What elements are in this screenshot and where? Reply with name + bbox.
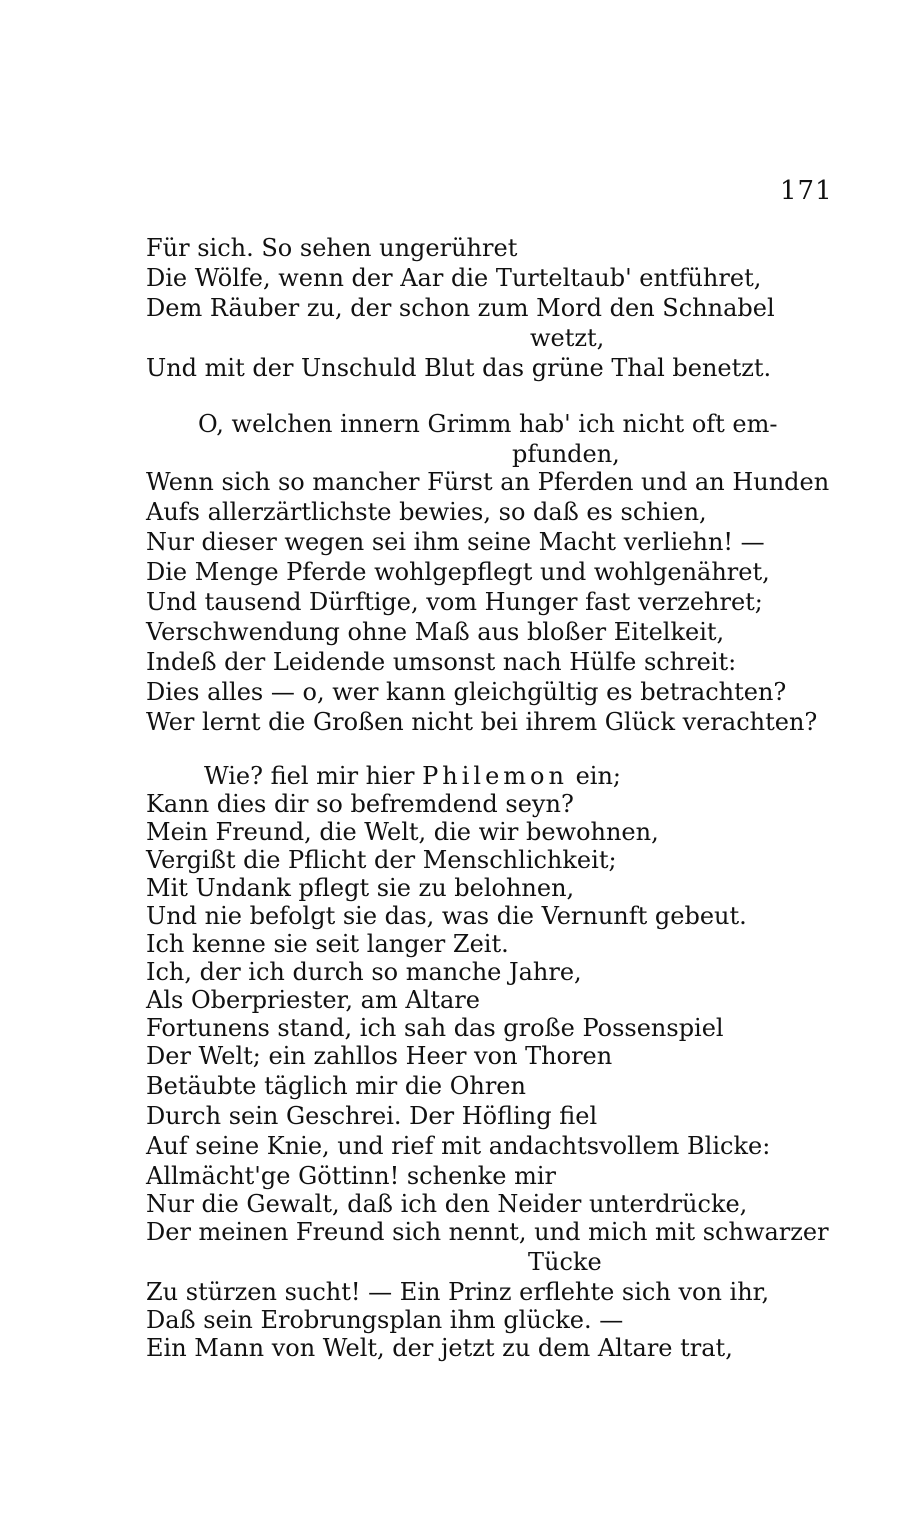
verse-line-continuation: pfunden, (512, 440, 620, 468)
verse-line (204, 764, 621, 788)
verse-line: Betäubte täglich mir die Ohren (146, 1072, 526, 1100)
verse-line: Fortunens stand, ich sah das große Possenspiel (146, 1014, 724, 1042)
verse-line: Und tausend Dürftige, vom Hunger fast verzehret; (146, 588, 763, 616)
verse-line: Und mit der Unschuld Blut das grüne Thal benetzt. (146, 354, 772, 382)
verse-line: Ich, der ich durch so manche Jahre, (146, 958, 582, 986)
verse-line: Durch sein Geschrei. Der Höfling fiel (146, 1102, 598, 1130)
verse-line: Dies alles — o, wer kann gleichgültig es betrachten? (146, 678, 787, 706)
verse-line: Aufs allerzärtlichste bewies, so daß es schien, (146, 498, 707, 526)
verse-line: Dem Räuber zu, der schon zum Mord den Schnabel (146, 294, 775, 322)
verse-line: Nur die Gewalt, daß ich den Neider unterdrücke, (146, 1190, 748, 1218)
verse-segment: ein; (575, 762, 622, 790)
verse-line: O, welchen innern Grimm hab' ich nicht oft em- (198, 410, 778, 438)
verse-line: Mit Undank pflegt sie zu belohnen, (146, 874, 575, 902)
page-number: 171 (780, 176, 833, 206)
verse-line: Daß sein Erobrungsplan ihm glücke. — (146, 1306, 624, 1334)
verse-line: Der meinen Freund sich nennt, und mich mit schwarzer (146, 1218, 829, 1246)
verse-line: Ein Mann von Welt, der jetzt zu dem Altare trat, (146, 1334, 733, 1362)
verse-line: Als Oberpriester, am Altare (146, 986, 480, 1014)
verse-line: Und nie befolgt sie das, was die Vernunft gebeut. (146, 902, 747, 930)
name-philemon: Philemon (422, 762, 568, 790)
verse-line: Zu stürzen sucht! — Ein Prinz erflehte sich von ihr, (146, 1278, 770, 1306)
verse-line: Nur dieser wegen sei ihm seine Macht verliehn! — (146, 528, 765, 556)
verse-line: Indeß der Leidende umsonst nach Hülfe schreit: (146, 648, 737, 676)
verse-line: Wer lernt die Großen nicht bei ihrem Glück verachten? (146, 708, 818, 736)
verse-line: Auf seine Knie, und rief mit andachtsvollem Blicke: (146, 1132, 771, 1160)
verse-line: Der Welt; ein zahllos Heer von Thoren (146, 1042, 613, 1070)
verse-line: Für sich. So sehen ungerühret (146, 234, 518, 262)
verse-line: Verschwendung ohne Maß aus bloßer Eitelkeit, (146, 618, 725, 646)
verse-line: Mein Freund, die Welt, die wir bewohnen, (146, 818, 659, 846)
verse-line: Vergißt die Pflicht der Menschlichkeit; (146, 846, 617, 874)
verse-line: Wenn sich so mancher Fürst an Pferden und an Hunden (146, 468, 830, 496)
verse-line-continuation: wetzt, (530, 324, 605, 352)
verse-line: Allmächt'ge Göttinn! schenke mir (146, 1162, 557, 1190)
verse-line: Die Wölfe, wenn der Aar die Turteltaub' entführet, (146, 264, 762, 292)
verse-line: Kann dies dir so befremdend seyn? (146, 790, 574, 818)
verse-segment: Wie? fiel mir hier (204, 762, 415, 790)
verse-line: Die Menge Pferde wohlgepflegt und wohlgenähret, (146, 558, 770, 586)
verse-line-continuation: Tücke (528, 1248, 602, 1276)
verse-line: Ich kenne sie seit langer Zeit. (146, 930, 509, 958)
